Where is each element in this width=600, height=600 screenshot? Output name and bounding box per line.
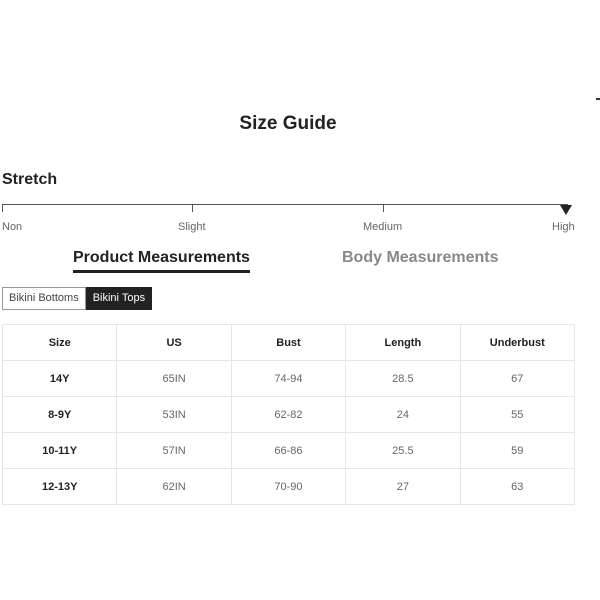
tab-body-measurements[interactable]: Body Measurements (342, 249, 499, 266)
header-bust: Bust (231, 325, 345, 361)
stretch-tick-high (567, 204, 568, 212)
bikini-bottoms-button[interactable]: Bikini Bottoms (2, 287, 86, 310)
table-row (3, 397, 575, 433)
stretch-label-non: Non (2, 221, 23, 233)
cell-us: 62IN (117, 469, 231, 505)
stretch-tick-non (2, 204, 3, 212)
stretch-tick-medium (383, 204, 384, 212)
cell-bust: 62-82 (231, 397, 345, 433)
table-row (3, 469, 575, 505)
stretch-scale-line (2, 204, 568, 205)
header-size: Size (3, 325, 117, 361)
stretch-heading: Stretch (2, 171, 58, 188)
cell-length: 25.5 (346, 433, 460, 469)
size-table (2, 324, 575, 505)
cell-bust: 74-94 (231, 361, 345, 397)
stretch-scale (2, 204, 575, 234)
cell-us: 65IN (117, 361, 231, 397)
close-icon[interactable] (596, 98, 600, 100)
category-toggle (2, 287, 152, 310)
cell-length: 24 (346, 397, 460, 433)
cell-size: 10-11Y (3, 433, 117, 469)
table-row (3, 361, 575, 397)
bikini-tops-button[interactable]: Bikini Tops (86, 287, 152, 310)
stretch-label-medium: Medium (363, 221, 403, 233)
stretch-marker-icon (560, 205, 572, 215)
cell-bust: 70-90 (231, 469, 345, 505)
cell-underbust: 67 (460, 361, 574, 397)
stretch-label-slight: Slight (178, 221, 206, 233)
measurement-tabs (0, 249, 576, 277)
header-us: US (117, 325, 231, 361)
stretch-label-high: High (552, 221, 575, 233)
cell-length: 27 (346, 469, 460, 505)
table-row (3, 433, 575, 469)
cell-size: 14Y (3, 361, 117, 397)
cell-size: 12-13Y (3, 469, 117, 505)
stretch-tick-slight (192, 204, 193, 212)
tab-product-measurements[interactable]: Product Measurements (73, 249, 250, 273)
header-length: Length (346, 325, 460, 361)
cell-underbust: 63 (460, 469, 574, 505)
cell-us: 53IN (117, 397, 231, 433)
cell-underbust: 59 (460, 433, 574, 469)
cell-size: 8-9Y (3, 397, 117, 433)
cell-underbust: 55 (460, 397, 574, 433)
table-header-row (3, 325, 575, 361)
cell-bust: 66-86 (231, 433, 345, 469)
header-underbust: Underbust (460, 325, 574, 361)
page-title: Size Guide (239, 113, 337, 134)
cell-length: 28.5 (346, 361, 460, 397)
cell-us: 57IN (117, 433, 231, 469)
